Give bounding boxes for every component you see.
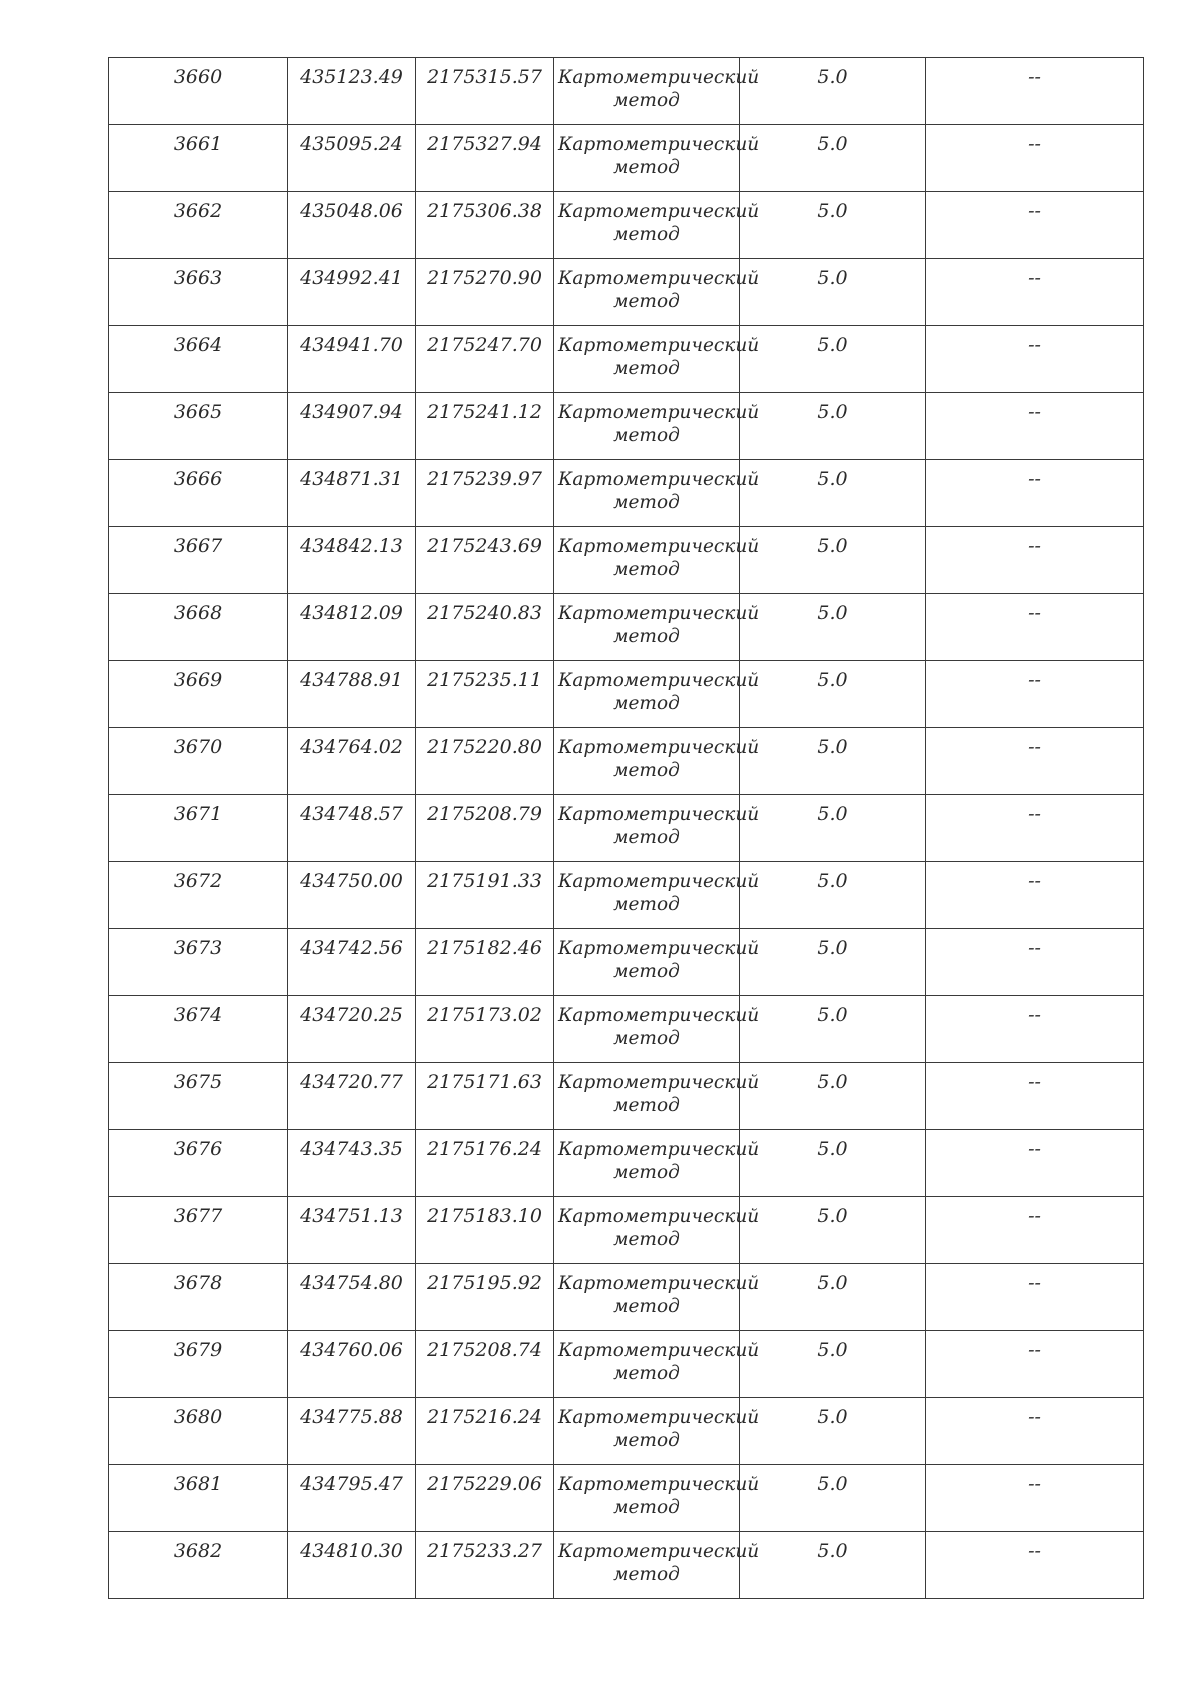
point-number-cell: 3668 xyxy=(109,594,288,661)
method-cell: Картометрический метод xyxy=(554,1130,740,1197)
accuracy-cell: 5.0 xyxy=(740,259,926,326)
x-coordinate-cell: 434764.02 xyxy=(288,728,416,795)
point-number-cell: 3670 xyxy=(109,728,288,795)
method-cell: Картометрический метод xyxy=(554,393,740,460)
table-row xyxy=(109,1264,1144,1331)
note-cell: -- xyxy=(926,728,1144,795)
note-cell: -- xyxy=(926,661,1144,728)
table-row xyxy=(109,1331,1144,1398)
note-cell: -- xyxy=(926,259,1144,326)
point-number-cell: 3673 xyxy=(109,929,288,996)
x-coordinate-cell: 434871.31 xyxy=(288,460,416,527)
method-cell: Картометрический метод xyxy=(554,259,740,326)
note-cell: -- xyxy=(926,1398,1144,1465)
point-number-cell: 3666 xyxy=(109,460,288,527)
note-cell: -- xyxy=(926,125,1144,192)
y-coordinate-cell: 2175233.27 xyxy=(416,1532,554,1599)
method-cell: Картометрический метод xyxy=(554,58,740,125)
method-cell: Картометрический метод xyxy=(554,1532,740,1599)
table-row xyxy=(109,1398,1144,1465)
accuracy-cell: 5.0 xyxy=(740,326,926,393)
x-coordinate-cell: 435048.06 xyxy=(288,192,416,259)
accuracy-cell: 5.0 xyxy=(740,1063,926,1130)
table-row xyxy=(109,326,1144,393)
x-coordinate-cell: 434812.09 xyxy=(288,594,416,661)
method-cell: Картометрический метод xyxy=(554,1264,740,1331)
y-coordinate-cell: 2175173.02 xyxy=(416,996,554,1063)
method-cell: Картометрический метод xyxy=(554,1063,740,1130)
y-coordinate-cell: 2175306.38 xyxy=(416,192,554,259)
y-coordinate-cell: 2175240.83 xyxy=(416,594,554,661)
y-coordinate-cell: 2175183.10 xyxy=(416,1197,554,1264)
accuracy-cell: 5.0 xyxy=(740,661,926,728)
table-row xyxy=(109,996,1144,1063)
accuracy-cell: 5.0 xyxy=(740,192,926,259)
note-cell: -- xyxy=(926,594,1144,661)
note-cell: -- xyxy=(926,58,1144,125)
accuracy-cell: 5.0 xyxy=(740,728,926,795)
note-cell: -- xyxy=(926,1465,1144,1532)
method-cell: Картометрический метод xyxy=(554,192,740,259)
y-coordinate-cell: 2175191.33 xyxy=(416,862,554,929)
x-coordinate-cell: 434907.94 xyxy=(288,393,416,460)
method-cell: Картометрический метод xyxy=(554,125,740,192)
y-coordinate-cell: 2175220.80 xyxy=(416,728,554,795)
accuracy-cell: 5.0 xyxy=(740,1398,926,1465)
accuracy-cell: 5.0 xyxy=(740,1465,926,1532)
note-cell: -- xyxy=(926,1130,1144,1197)
point-number-cell: 3680 xyxy=(109,1398,288,1465)
method-cell: Картометрический метод xyxy=(554,996,740,1063)
note-cell: -- xyxy=(926,795,1144,862)
table-row xyxy=(109,728,1144,795)
table-row xyxy=(109,259,1144,326)
x-coordinate-cell: 434720.25 xyxy=(288,996,416,1063)
point-number-cell: 3663 xyxy=(109,259,288,326)
method-cell: Картометрический метод xyxy=(554,795,740,862)
x-coordinate-cell: 434775.88 xyxy=(288,1398,416,1465)
note-cell: -- xyxy=(926,1063,1144,1130)
method-cell: Картометрический метод xyxy=(554,1197,740,1264)
point-number-cell: 3667 xyxy=(109,527,288,594)
x-coordinate-cell: 434750.00 xyxy=(288,862,416,929)
note-cell: -- xyxy=(926,862,1144,929)
y-coordinate-cell: 2175208.79 xyxy=(416,795,554,862)
point-number-cell: 3662 xyxy=(109,192,288,259)
x-coordinate-cell: 434743.35 xyxy=(288,1130,416,1197)
method-cell: Картометрический метод xyxy=(554,1331,740,1398)
method-cell: Картометрический метод xyxy=(554,1465,740,1532)
x-coordinate-cell: 434748.57 xyxy=(288,795,416,862)
note-cell: -- xyxy=(926,1331,1144,1398)
table-row xyxy=(109,1063,1144,1130)
y-coordinate-cell: 2175235.11 xyxy=(416,661,554,728)
accuracy-cell: 5.0 xyxy=(740,795,926,862)
note-cell: -- xyxy=(926,326,1144,393)
x-coordinate-cell: 434795.47 xyxy=(288,1465,416,1532)
x-coordinate-cell: 434810.30 xyxy=(288,1532,416,1599)
point-number-cell: 3669 xyxy=(109,661,288,728)
x-coordinate-cell: 435123.49 xyxy=(288,58,416,125)
method-cell: Картометрический метод xyxy=(554,594,740,661)
point-number-cell: 3678 xyxy=(109,1264,288,1331)
y-coordinate-cell: 2175195.92 xyxy=(416,1264,554,1331)
note-cell: -- xyxy=(926,527,1144,594)
table-row xyxy=(109,594,1144,661)
method-cell: Картометрический метод xyxy=(554,661,740,728)
x-coordinate-cell: 434842.13 xyxy=(288,527,416,594)
note-cell: -- xyxy=(926,1197,1144,1264)
accuracy-cell: 5.0 xyxy=(740,1130,926,1197)
y-coordinate-cell: 2175216.24 xyxy=(416,1398,554,1465)
accuracy-cell: 5.0 xyxy=(740,1197,926,1264)
point-number-cell: 3664 xyxy=(109,326,288,393)
accuracy-cell: 5.0 xyxy=(740,862,926,929)
y-coordinate-cell: 2175315.57 xyxy=(416,58,554,125)
note-cell: -- xyxy=(926,996,1144,1063)
method-cell: Картометрический метод xyxy=(554,1398,740,1465)
y-coordinate-cell: 2175247.70 xyxy=(416,326,554,393)
table-row xyxy=(109,58,1144,125)
point-number-cell: 3677 xyxy=(109,1197,288,1264)
accuracy-cell: 5.0 xyxy=(740,58,926,125)
x-coordinate-cell: 435095.24 xyxy=(288,125,416,192)
method-cell: Картометрический метод xyxy=(554,460,740,527)
accuracy-cell: 5.0 xyxy=(740,1532,926,1599)
x-coordinate-cell: 434992.41 xyxy=(288,259,416,326)
coordinates-table xyxy=(108,57,1144,1599)
note-cell: -- xyxy=(926,929,1144,996)
point-number-cell: 3676 xyxy=(109,1130,288,1197)
x-coordinate-cell: 434720.77 xyxy=(288,1063,416,1130)
y-coordinate-cell: 2175243.69 xyxy=(416,527,554,594)
accuracy-cell: 5.0 xyxy=(740,1264,926,1331)
point-number-cell: 3675 xyxy=(109,1063,288,1130)
y-coordinate-cell: 2175270.90 xyxy=(416,259,554,326)
point-number-cell: 3679 xyxy=(109,1331,288,1398)
method-cell: Картометрический метод xyxy=(554,527,740,594)
coordinates-table-body xyxy=(109,58,1144,1599)
x-coordinate-cell: 434751.13 xyxy=(288,1197,416,1264)
accuracy-cell: 5.0 xyxy=(740,1331,926,1398)
table-row xyxy=(109,1532,1144,1599)
x-coordinate-cell: 434742.56 xyxy=(288,929,416,996)
point-number-cell: 3674 xyxy=(109,996,288,1063)
note-cell: -- xyxy=(926,393,1144,460)
table-row xyxy=(109,393,1144,460)
method-cell: Картометрический метод xyxy=(554,728,740,795)
point-number-cell: 3672 xyxy=(109,862,288,929)
point-number-cell: 3660 xyxy=(109,58,288,125)
table-row xyxy=(109,929,1144,996)
y-coordinate-cell: 2175208.74 xyxy=(416,1331,554,1398)
point-number-cell: 3665 xyxy=(109,393,288,460)
note-cell: -- xyxy=(926,460,1144,527)
accuracy-cell: 5.0 xyxy=(740,125,926,192)
note-cell: -- xyxy=(926,1264,1144,1331)
y-coordinate-cell: 2175239.97 xyxy=(416,460,554,527)
point-number-cell: 3681 xyxy=(109,1465,288,1532)
accuracy-cell: 5.0 xyxy=(740,527,926,594)
note-cell: -- xyxy=(926,1532,1144,1599)
table-row xyxy=(109,862,1144,929)
table-row xyxy=(109,1130,1144,1197)
y-coordinate-cell: 2175327.94 xyxy=(416,125,554,192)
method-cell: Картометрический метод xyxy=(554,929,740,996)
accuracy-cell: 5.0 xyxy=(740,594,926,661)
table-row xyxy=(109,661,1144,728)
note-cell: -- xyxy=(926,192,1144,259)
table-row xyxy=(109,125,1144,192)
point-number-cell: 3671 xyxy=(109,795,288,862)
point-number-cell: 3661 xyxy=(109,125,288,192)
method-cell: Картометрический метод xyxy=(554,862,740,929)
accuracy-cell: 5.0 xyxy=(740,929,926,996)
accuracy-cell: 5.0 xyxy=(740,996,926,1063)
accuracy-cell: 5.0 xyxy=(740,393,926,460)
y-coordinate-cell: 2175171.63 xyxy=(416,1063,554,1130)
y-coordinate-cell: 2175241.12 xyxy=(416,393,554,460)
y-coordinate-cell: 2175229.06 xyxy=(416,1465,554,1532)
point-number-cell: 3682 xyxy=(109,1532,288,1599)
y-coordinate-cell: 2175176.24 xyxy=(416,1130,554,1197)
table-row xyxy=(109,192,1144,259)
method-cell: Картометрический метод xyxy=(554,326,740,393)
x-coordinate-cell: 434788.91 xyxy=(288,661,416,728)
x-coordinate-cell: 434760.06 xyxy=(288,1331,416,1398)
y-coordinate-cell: 2175182.46 xyxy=(416,929,554,996)
table-row xyxy=(109,795,1144,862)
x-coordinate-cell: 434754.80 xyxy=(288,1264,416,1331)
table-row xyxy=(109,527,1144,594)
table-row xyxy=(109,460,1144,527)
x-coordinate-cell: 434941.70 xyxy=(288,326,416,393)
accuracy-cell: 5.0 xyxy=(740,460,926,527)
table-row xyxy=(109,1197,1144,1264)
table-row xyxy=(109,1465,1144,1532)
